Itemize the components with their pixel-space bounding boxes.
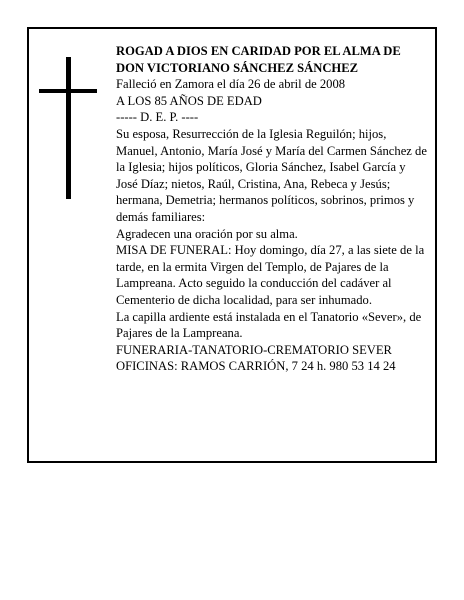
gratitude-line: Agradecen una oración por su alma. (116, 226, 298, 241)
latin-cross-icon (39, 57, 97, 199)
cross-horizontal-bar (39, 89, 97, 93)
offices-contact: OFICINAS: RAMOS CARRIÓN, 7 24 h. 980 53 14 24 (116, 359, 396, 374)
family-list: Su esposa, Resurrección de la Iglesia Reguilón; hijos, Manuel, Antonio, María José y María del Carmen Sánchez de la Iglesia; hijos políticos, Gloria Sánchez, Isabel García y José Díaz; nietos, Raúl, Cristina, Ana, Rebeca y Jesús; hermana, Demetria; hermanos políticos, sobrinos, primos y demás familiares: (116, 126, 427, 224)
obituary-notice (27, 27, 437, 463)
funeral-mass-info: MISA DE FUNERAL: Hoy domingo, día 27, a las siete de la tarde, en la ermita Virgen del Templo, de Pajares de la Lampreana. Acto seguido la conducción del cadáver al Cementerio de dicha localidad, para ser inhumado. (116, 243, 425, 307)
cross-vertical-bar (66, 57, 71, 199)
rest-in-peace: ----- D. E. P. ---- (116, 110, 199, 125)
chapel-info: La capilla ardiente está instalada en el Tanatorio «Sever», de Pajares de la Lampreana. (116, 309, 422, 341)
age-at-death: A LOS 85 AÑOS DE EDAD (116, 93, 262, 108)
deceased-name: DON VICTORIANO SÁNCHEZ SÁNCHEZ (116, 60, 359, 75)
funeral-home-name: FUNERARIA-TANATORIO-CREMATORIO SEVER (116, 342, 392, 357)
notice-body (116, 43, 428, 375)
death-info: Falleció en Zamora el día 26 de abril de 2008 (116, 77, 346, 92)
notice-heading: ROGAD A DIOS EN CARIDAD POR EL ALMA DE (116, 44, 401, 58)
